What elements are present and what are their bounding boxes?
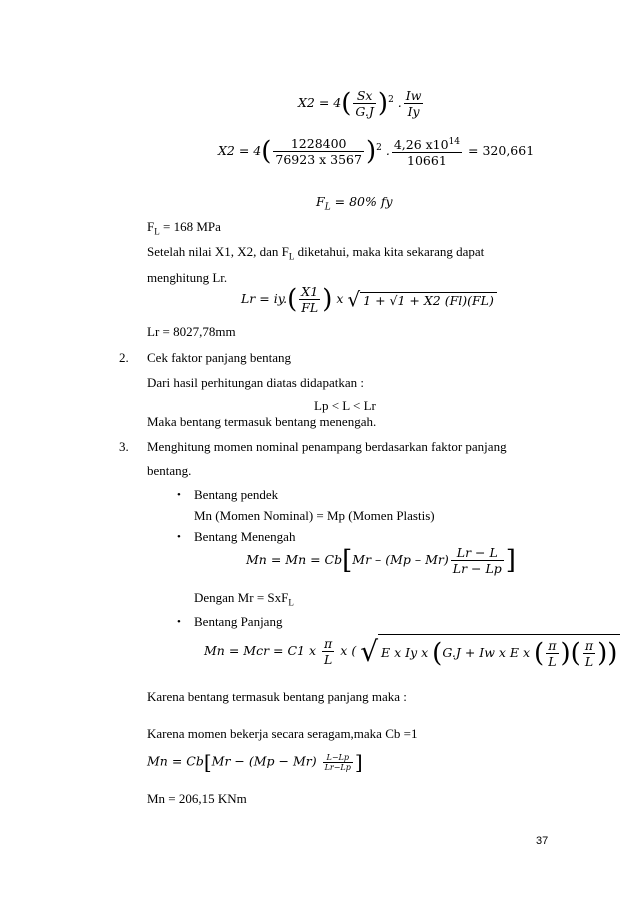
pendek-text: Mn (Momen Nominal) = Mp (Momen Plastis) bbox=[194, 508, 435, 523]
x2v-num2: 4,26 x10 bbox=[393, 137, 449, 153]
pi-over-L-2 bbox=[546, 638, 558, 669]
mn-menengah-formula: Mn = Mn = Cb[Mr – (Mp – Mr) $\frac{Lr - L}{Lr - Lp}$ ] bbox=[246, 545, 516, 576]
mn-mid: Mn = Mn = Cb bbox=[246, 552, 343, 567]
sx-over-gj bbox=[353, 88, 376, 119]
mcr-mid: x ( bbox=[340, 643, 357, 658]
bullet-menengah: Bentang Menengah bbox=[194, 529, 296, 544]
bullet-icon: • bbox=[177, 616, 181, 628]
mcr-pi-2: π bbox=[546, 638, 558, 654]
fl-value bbox=[147, 219, 221, 237]
lp-comparison: Lp < L < Lr bbox=[314, 398, 376, 413]
lr-formula: Lr = iy.( $\frac{X1}{FL}$ ) x √ 1 + √1 + X2 (Fl)(FL) bbox=[241, 284, 497, 315]
bullet-icon: • bbox=[177, 489, 181, 501]
mcr-L: L bbox=[324, 652, 333, 667]
mcr-L-2: L bbox=[548, 654, 557, 669]
mcr-inner1: E x Iy x bbox=[381, 645, 429, 660]
x2v-exp: 14 bbox=[448, 137, 461, 147]
last-den: Lr−Lp bbox=[324, 762, 351, 772]
iw-over-iy bbox=[404, 88, 424, 119]
lr-lhs: Lr = iy. bbox=[241, 291, 288, 306]
dengan-text: Dengan Mr = SxF bbox=[194, 590, 289, 605]
x2v-frac2 bbox=[392, 135, 462, 168]
fl-sub: L bbox=[324, 202, 331, 213]
mcr-formula: Mn = Mcr = C1 x $\frac{\pi}{L}$ x ( √ E x Iy x (G.J + Iw x E x ( $\frac{\pi}{L}$ )( $\frac{\pi}{L}$ )) bbox=[204, 634, 620, 669]
setelah-sub: L bbox=[288, 251, 295, 262]
mn-bracket: Mr – (Mp – Mr) bbox=[352, 552, 449, 567]
x2-iw: Iw bbox=[405, 88, 422, 103]
lr-x: x bbox=[336, 291, 344, 306]
mn-value: Mn = 206,15 KNm bbox=[147, 791, 247, 806]
lr-value: Lr = 8027,78mm bbox=[147, 324, 236, 339]
lr-sqrt-inner: 1 + √1 + X2 (Fl)(FL) bbox=[360, 292, 497, 308]
x2v-den2: 10661 bbox=[407, 153, 447, 169]
item3-number: 3. bbox=[119, 439, 129, 454]
fl-value-sub: L bbox=[154, 226, 160, 237]
item2-number: 2. bbox=[119, 350, 129, 365]
dari-line: Dari hasil perhitungan diatas didapatkan : bbox=[147, 375, 364, 390]
mcr-pi: π bbox=[322, 636, 334, 652]
x2-sx: Sx bbox=[353, 88, 376, 104]
fl-symbol: F bbox=[316, 194, 325, 209]
karena2-line: Karena momen bekerja secara seragam,maka Cb =1 bbox=[147, 726, 418, 741]
lr-x1: X1 bbox=[299, 284, 320, 300]
setelah-text: Setelah nilai X1, X2, dan F bbox=[147, 244, 289, 259]
fl-rhs: = 80% fy bbox=[330, 194, 393, 209]
x2-gj: G.J bbox=[355, 104, 374, 119]
bullet-icon: • bbox=[177, 531, 181, 543]
mcr-pi-3: π bbox=[583, 638, 595, 654]
x1-over-fl bbox=[299, 284, 320, 315]
dengan-line bbox=[194, 590, 294, 608]
fl-value-rest: = 168 MPa bbox=[159, 219, 221, 234]
mcr-lhs: Mn = Mcr = C1 x bbox=[204, 643, 317, 658]
pi-over-L bbox=[322, 636, 334, 667]
mn-num: Lr − L bbox=[451, 545, 504, 561]
bullet-pendek: Bentang pendek bbox=[194, 487, 279, 502]
setelah-rest: diketahui, maka kita sekarang dapat bbox=[294, 244, 485, 259]
x2v-num: 1228400 bbox=[273, 136, 364, 152]
menghitung-line: menghitung Lr. bbox=[147, 270, 228, 285]
x2-numeric-formula: X2 = 4( $\frac{1228400}{76923 x 3567}$ )$^2$ . $\frac{4,26 x10^{14}}{10661}$ = 320,661 bbox=[218, 136, 535, 169]
karena1-line: Karena bentang termasuk bentang panjang maka : bbox=[147, 689, 407, 704]
bentang-line: bentang. bbox=[147, 463, 192, 478]
item2-heading: Cek faktor panjang bentang bbox=[147, 350, 292, 365]
setelah-line bbox=[147, 244, 537, 262]
x2v-lhs: X2 = 4 bbox=[218, 143, 262, 159]
bullet-panjang: Bentang Panjang bbox=[194, 614, 283, 629]
x2v-frac1 bbox=[273, 136, 364, 167]
x2v-den: 76923 x 3567 bbox=[275, 152, 362, 168]
mn-frac bbox=[451, 545, 504, 576]
last-num: L−Lp bbox=[323, 753, 353, 763]
fl-formula bbox=[316, 194, 393, 213]
dengan-sub: L bbox=[288, 597, 294, 608]
maka-line: Maka bentang termasuk bentang menengah. bbox=[147, 414, 377, 429]
x2-formula: X2 = 4( $\frac{Sx}{G.J}$ )$^2$ . $\frac{Iw}{Iy}$ bbox=[298, 88, 422, 119]
mcr-inner2: G.J + Iw x E x bbox=[442, 645, 531, 660]
page-number: 37 bbox=[536, 835, 549, 847]
mn-den: Lr − Lp bbox=[452, 561, 502, 576]
last-lhs: Mn = Cb bbox=[147, 753, 204, 769]
x2v-result: = 320,661 bbox=[468, 143, 535, 159]
item3-heading: Menghitung momen nominal penampang berdasarkan faktor panjang bbox=[147, 439, 507, 454]
x2-iy: Iy bbox=[407, 104, 420, 119]
fl-value-symbol: F bbox=[147, 219, 155, 234]
pi-over-L-3 bbox=[583, 638, 595, 669]
lr-fl: FL bbox=[301, 300, 319, 315]
last-frac bbox=[323, 753, 353, 772]
mcr-L-3: L bbox=[584, 654, 594, 669]
mn-final-formula: Mn = Cb[Mr − (Mp − Mr) $\frac{L-Lp}{Lr-Lp}$ ] bbox=[147, 750, 363, 774]
x2-lhs: X2 = 4 bbox=[298, 95, 342, 110]
last-bracket: Mr − (Mp − Mr) bbox=[211, 753, 317, 769]
